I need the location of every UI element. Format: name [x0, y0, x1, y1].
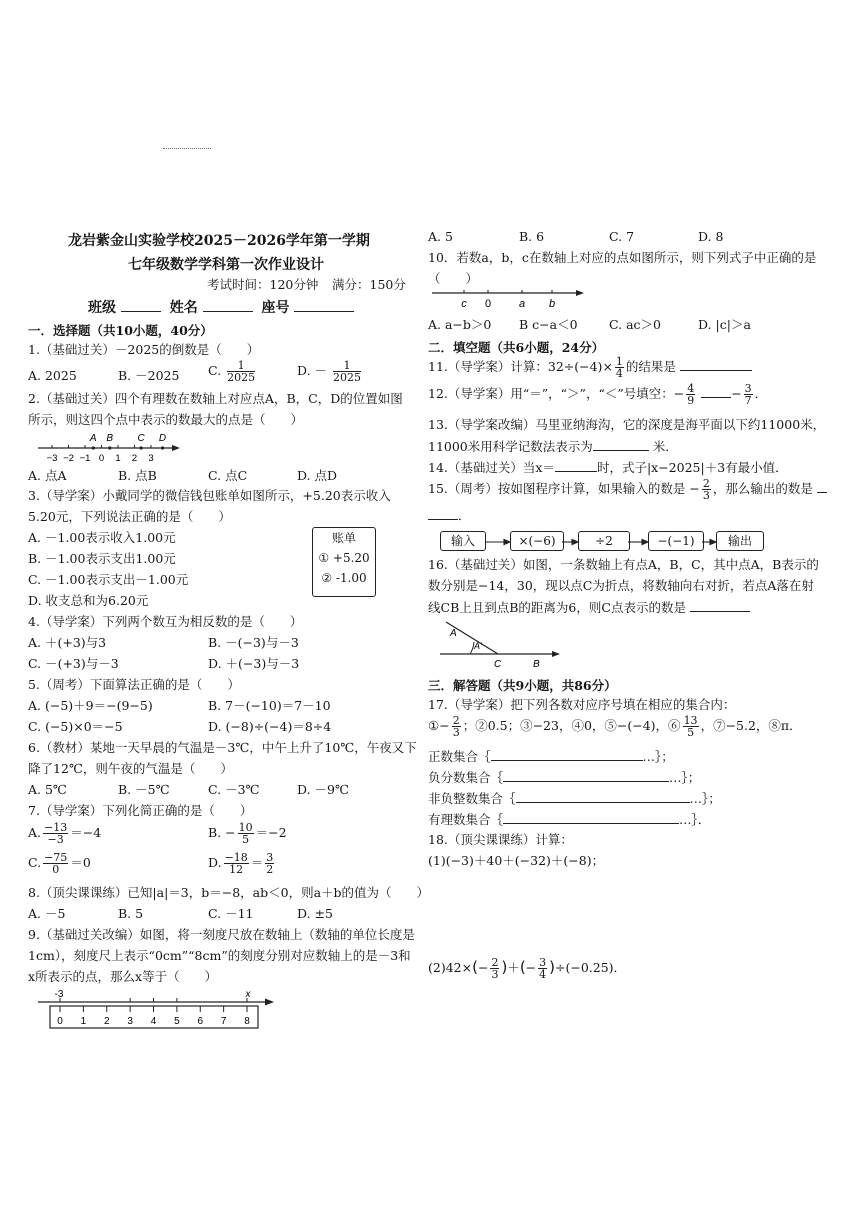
q10-line2: （ ）: [428, 271, 479, 286]
q2-option-b: B. 点B: [118, 468, 157, 483]
subject-title: 七年级数学学科第一次作业设计: [128, 257, 324, 273]
student-info-row: [88, 297, 354, 317]
q11-answer-blank[interactable]: [680, 358, 752, 371]
flow-arrows: [484, 532, 720, 552]
q4-option-a: A. ＋(+3)与3: [28, 635, 107, 650]
q13-line2: 11000米用科学记数法表示为 米．: [428, 439, 678, 454]
q6-option-c: C. －3℃: [208, 782, 260, 797]
q18-stem: 18.（顶尖课课练）计算：: [428, 832, 573, 847]
full-score: 满分：150分: [332, 277, 406, 292]
q10-option-a: A. a−b＞0: [428, 317, 492, 332]
q1-d-fraction: $\frac{1}{2025}$: [333, 359, 362, 384]
q3-bill-box: [312, 527, 376, 597]
q12: 12.（导学案）用“＝”，“＞”，“＜”号填空：− $\frac{4}{9}$ − $\frac{3}{7}$ ．: [428, 382, 768, 407]
q10-point-label: 0: [484, 298, 492, 310]
flow-input: 输入: [440, 531, 486, 551]
q7-option-c: C. $\frac{-75}{0}$ ＝0: [28, 851, 91, 876]
q17-set-positive: 正数集合｛ …｝；: [428, 749, 674, 764]
q2-line2: 所示，则这四个点中表示的数最大的点是（ ）: [28, 412, 304, 427]
q3-option-d: D. 收支总和为6.20元: [28, 593, 149, 608]
q8-option-a: A. －5: [28, 906, 66, 921]
section1-title: 一．选择题（共10小题，40分）: [28, 323, 213, 338]
q4-option-d: D. ＋(−3)与－3: [208, 656, 300, 671]
q13-line1: 13.（导学案改编）马里亚纳海沟，它的深度是海平面以下约11000米，: [428, 417, 826, 432]
flow-multiply: ×(−6): [510, 531, 564, 551]
q16-line3: 线CB上且到点B的距离为6，则C点表示的数是: [428, 599, 750, 615]
q2-point-label: D: [158, 433, 167, 444]
q3-option-c: C. －1.00表示支出－1.00元: [28, 572, 189, 587]
q2-point: [92, 446, 95, 449]
q10-axis-arrow: [576, 290, 584, 296]
q16-label-a-prime: A': [474, 641, 482, 651]
flow-subtract: −(−1): [648, 531, 704, 551]
bill-title: 账单: [331, 531, 356, 545]
q3-line1: 3.（导学案）小戴同学的微信钱包账单如图所示，+5.20表示收入: [28, 488, 391, 503]
q16-axis-arrow: [552, 651, 560, 657]
q7-option-a: A. $\frac{-13}{-3}$ ＝−4: [28, 821, 102, 846]
q2-number-line: [34, 430, 184, 464]
seat-field[interactable]: [294, 299, 354, 312]
class-label: 班级: [88, 300, 116, 316]
q4-option-b: B. －(−3)与－3: [208, 635, 299, 650]
q17-set-negative-fraction: 负分数集合｛ …｝；: [428, 770, 701, 785]
q3-option-a: A. －1.00表示收入1.00元: [28, 530, 176, 545]
q5-option-a: A. (−5)＋9＝−(9−5): [28, 698, 153, 713]
q7-stem: 7.（导学案）下列化简正确的是（ ）: [28, 803, 253, 818]
q1-option-a: A. 2025: [28, 368, 77, 383]
q2-tick-label: −2: [63, 453, 74, 464]
q6-line2: 降了12℃，则午夜的气温是（ ）: [28, 761, 233, 776]
q8-option-c: C. －11: [208, 906, 254, 921]
bill-row-2: ② -1.00: [321, 571, 367, 585]
section3-title: 三．解答题（共9小题，共86分）: [428, 678, 617, 693]
q9-axis-label-right: x: [245, 989, 251, 1000]
q9-ruler-tick-label: 2: [103, 1016, 110, 1027]
q18-part2: (2)42×(− $\frac{2}{3}$ )＋(− $\frac{3}{4}$ )÷(−0.25)．: [428, 956, 627, 981]
q14-answer-blank[interactable]: [555, 459, 597, 472]
q9-option-b: B. 6: [519, 229, 545, 244]
q16-label-a: A: [450, 628, 457, 639]
q2-tick-label: 2: [131, 453, 138, 464]
q6-option-d: D. －9℃: [297, 782, 349, 797]
q10-option-b: B c−a＜0: [519, 317, 578, 332]
q9-line2: 1cm），刻度尺上表示“0cm”“8cm”的刻度分别对应数轴上的是－3和: [28, 948, 411, 963]
q2-tick-label: 3: [148, 453, 154, 464]
q1-option-b: B. －2025: [118, 368, 180, 383]
q8-option-d: D. ±5: [297, 906, 333, 921]
school-title: 龙岩紫金山实验学校2025－2026学年第一学期: [68, 233, 370, 249]
q9-ruler-tick-label: 4: [150, 1016, 157, 1027]
q9-option-c: C. 7: [609, 229, 635, 244]
q10-point-label: a: [518, 298, 526, 310]
class-field[interactable]: [121, 299, 161, 312]
q10-line1: 10．若数a，b，c在数轴上对应的点如图所示，则下列式子中正确的是: [428, 250, 817, 265]
q2-point-label: B: [106, 433, 114, 444]
q17-number-list: ①− $\frac{2}{3}$ ；②0.5；③−23，④0，⑤−(−4)，⑥ $\frac{13}{5}$ ，⑦−5.2，⑧π．: [428, 714, 802, 739]
q2-point: [108, 446, 111, 449]
q10-point-label: c: [461, 298, 467, 310]
q5-option-b: B. 7－(−10)＝7－10: [208, 698, 331, 713]
q9-ruler-tick-label: 7: [220, 1016, 227, 1027]
q9-option-d: D. 8: [698, 229, 724, 244]
section2-title: 二．填空题（共6小题，24分）: [428, 340, 605, 355]
q10-option-c: C. ac＞0: [609, 317, 661, 332]
q9-line3: x所表示的点，那么x等于（ ）: [28, 969, 218, 984]
exam-time: 考试时间：120分钟: [207, 277, 319, 292]
scan-mark: [163, 148, 211, 151]
q9-axis-arrow: [265, 999, 274, 1006]
bill-row-1: ① +5.20: [318, 551, 370, 565]
q2-point-label: C: [137, 433, 145, 444]
q4-stem: 4.（导学案）下列两个数互为相反数的是（ ）: [28, 614, 303, 629]
q9-ruler-figure: [34, 985, 279, 1033]
q13-answer-blank[interactable]: [593, 438, 649, 451]
q5-option-c: C. (−5)×0＝−5: [28, 719, 123, 734]
q17-set-rational: 有理数集合｛ …｝．: [428, 812, 711, 827]
name-label: 姓名: [169, 300, 198, 316]
q1-c-fraction: $\frac{1}{2025}$: [227, 359, 256, 384]
q18-part1: (1)(−3)＋40＋(−32)＋(−8)；: [428, 853, 605, 868]
flow-divide: ÷2: [578, 531, 630, 551]
q5-stem: 5.（周考）下面算法正确的是（ ）: [28, 677, 240, 692]
q17-stem: 17.（导学案）把下列各数对应序号填在相应的集合内：: [428, 697, 736, 712]
q15-answer-blank-a[interactable]: [817, 480, 827, 493]
q2-option-d: D. 点D: [297, 468, 338, 483]
q6-option-b: B. －5℃: [118, 782, 170, 797]
q2-tick-label: 0: [98, 453, 105, 464]
q15-line1: 15.（周考）按如图程序计算，如果输入的数是 − $\frac{2}{3}$ ，那么输出的数是: [428, 478, 827, 501]
q16-fold-figure: [436, 618, 566, 670]
q7-option-b: B. − $\frac{10}{5}$ ＝−2: [208, 821, 287, 846]
q2-tick-label: 1: [115, 453, 121, 464]
q6-line1: 6.（教材）某地一天早晨的气温是－3℃，中午上升了10℃，午夜又下: [28, 740, 417, 755]
q9-ruler-tick-label: 0: [57, 1016, 63, 1027]
q10-number-line: [430, 285, 590, 313]
q16-answer-blank[interactable]: [690, 599, 750, 612]
q16-label-c: C: [494, 659, 502, 670]
q10-option-d: D. |c|＞a: [698, 317, 751, 332]
q15-answer-blank-b[interactable]: ．: [428, 507, 471, 523]
q1-option-c: C. $\frac{1}{2025}$: [208, 359, 256, 384]
q9-ruler-tick-label: 1: [80, 1016, 87, 1027]
q3-line2: 5.20元，下列说法正确的是（ ）: [28, 509, 231, 524]
q2-axis-arrow: [172, 445, 180, 451]
q1-option-d: D. － $\frac{1}{2025}$: [297, 359, 362, 384]
q16-label-b: B: [533, 659, 540, 670]
q7-option-d: D. $\frac{-18}{12}$ ＝ $\frac{3}{2}$: [208, 851, 274, 876]
q8-option-b: B. 5: [118, 906, 144, 921]
q9-line1: 9.（基础过关改编）如图，将一刻度尺放在数轴上（数轴的单位长度是: [28, 927, 415, 942]
q9-ruler-tick-label: 8: [244, 1016, 250, 1027]
q16-line2: 数分别是−14，30，现以点C为折点，将数轴向右对折，若点A落在射: [428, 578, 814, 593]
q14: 14.（基础过关）当x＝ 时，式子|x−2025|＋3有最小值．: [428, 460, 788, 475]
q9-ruler-tick-label: 6: [197, 1016, 204, 1027]
q2-point-label: A: [89, 433, 97, 444]
q9-ruler-tick-label: 3: [127, 1016, 133, 1027]
seat-label: 座号: [261, 300, 290, 316]
q2-tick-label: −3: [46, 453, 58, 464]
q1-stem: 1.（基础过关）－2025的倒数是（ ）: [28, 342, 260, 357]
q3-option-b: B. －1.00表示支出1.00元: [28, 551, 176, 566]
q2-tick-label: −1: [79, 453, 91, 464]
q5-option-d: D. (−8)÷(−4)＝8÷4: [208, 719, 332, 734]
q12-answer-blank[interactable]: [701, 385, 731, 398]
q2-point: [161, 446, 164, 449]
q2-line1: 2.（基础过关）四个有理数在数轴上对应点A，B，C，D的位置如图: [28, 391, 403, 406]
name-field[interactable]: [203, 299, 253, 312]
q2-option-a: A. 点A: [28, 468, 67, 483]
q10-point-label: b: [548, 298, 556, 310]
q9-option-a: A. 5: [428, 229, 453, 244]
flow-output: 输出: [716, 531, 764, 551]
q4-option-c: C. －(+3)与－3: [28, 656, 119, 671]
q11: 11.（导学案）计算：32÷(−4)× $\frac{1}{4}$ 的结果是: [428, 356, 752, 379]
q17-set-nonnegative-integer: 非负整数集合｛ …｝；: [428, 791, 721, 806]
q9-ruler-tick-label: 5: [174, 1016, 180, 1027]
q2-option-c: C. 点C: [208, 468, 248, 483]
q8-stem: 8.（顶尖课课练）已知|a|＝3，b＝−8，ab＜0，则a＋b的值为（ ）: [28, 885, 430, 900]
q9-axis-label-left: -3: [54, 989, 64, 1000]
q6-option-a: A. 5℃: [28, 782, 67, 797]
q16-line1: 16.（基础过关）如图，一条数轴上有点A，B，C，其中点A，B表示的: [428, 557, 819, 572]
q2-point: [140, 446, 143, 449]
